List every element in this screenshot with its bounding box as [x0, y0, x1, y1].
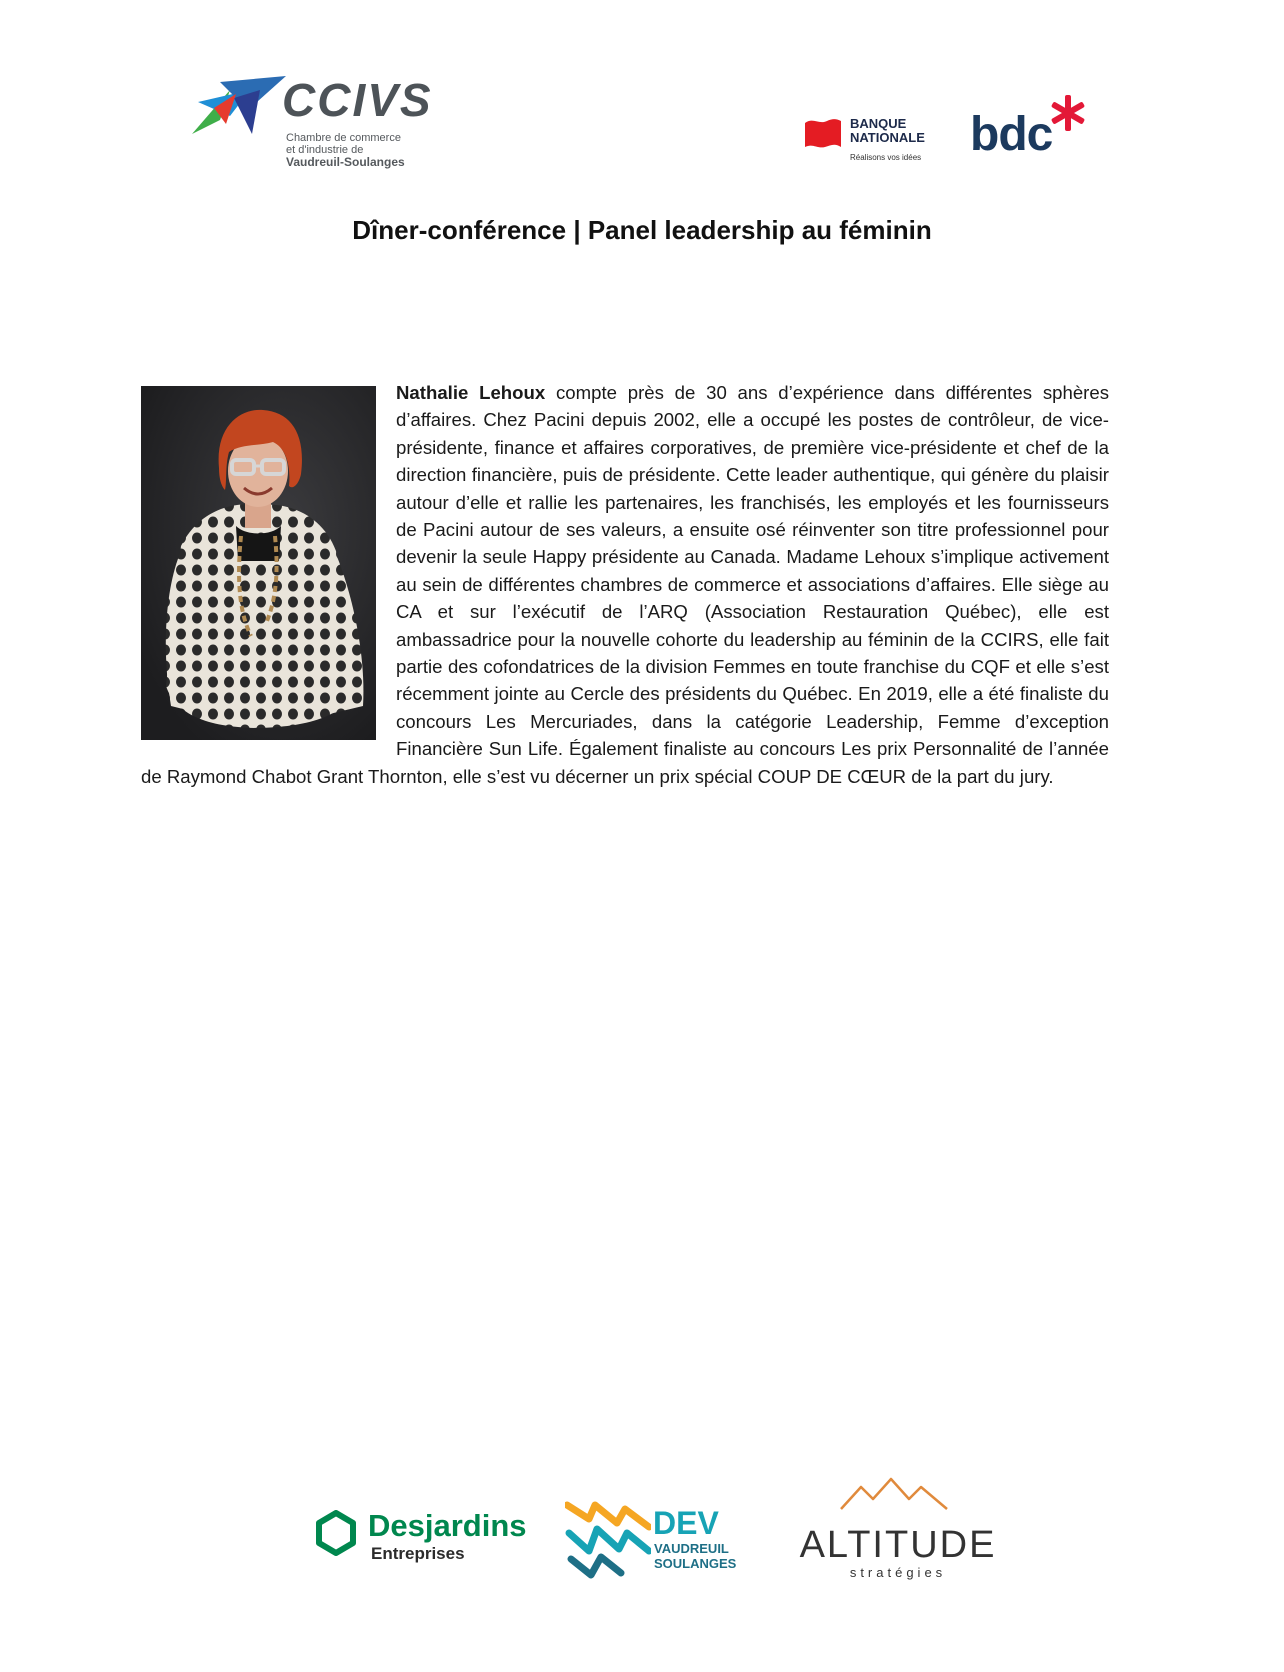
ccivs-line2: et d'industrie de — [286, 144, 364, 156]
bio-body: compte près de 30 ans d’expérience dans différentes sphères d’affaires. Chez Pacini depuis 2002, elle a occupé les postes de contrôleur, de vice-présidente, finance et affaires corporatives, de première vice-présidente et chef de la direction financière, puis de présidente. Cette leader authentique, qui génère du plaisir autour d’elle et rallie les partenaires, les franchisés, les employés et les fournisseurs de Pacini autour de ses valeurs, a ensuite osé réinventer son titre professionnel pour devenir la seule Happy présidente au Canada. Madame Lehoux s’implique activement au sein de différentes chambres de commerce et associations d’affaires. Elle siège au CA et sur l’exécutif de l’ARQ (Association Restauration Québec), elle est ambassadrice pour la nouvelle cohorte du leadership au féminin de la CCIRS, elle fait partie des cofondatrices de la division Femmes en toute franchise du CQF et elle s’est récemment jointe au Cercle des présidents du Québec. En 2019, elle a été finaliste du concours Les Mercuriades, dans la catégorie Leadership, Femme d’exception Financière Sun Life. Également finaliste au concours Les prix Personnalité de l’année de Raymond Chabot Grant Thornton, elle s’est vu décerner un prix spécial COUP DE CŒUR de la part du jury. — [141, 382, 1109, 787]
dev-sub — [654, 1541, 736, 1571]
dev-line1: VAUDREUIL — [654, 1541, 729, 1556]
ccivs-logo — [190, 74, 450, 174]
altitude-sub: stratégies — [849, 1565, 947, 1580]
ccivs-line1: Chambre de commerce — [286, 132, 401, 144]
banque-nationale-name — [850, 117, 925, 145]
altitude-name: ALTITUDE — [799, 1524, 997, 1566]
banque-nationale-tagline: Réalisons vos idées — [850, 153, 922, 162]
ccivs-arrow-mark-icon — [190, 76, 286, 138]
bio-section — [141, 379, 1109, 790]
bdc-wordmark: bdc — [970, 108, 1053, 161]
altitude-mountains-icon — [839, 1475, 949, 1513]
ccivs-wordmark: CCIVS — [282, 74, 433, 126]
dev-vaudreuil-soulanges-logo — [565, 1499, 755, 1579]
dev-name: DEV — [653, 1505, 719, 1541]
ccivs-subtitle — [286, 132, 405, 168]
desjardins-logo — [314, 1508, 539, 1568]
bn-line1: BANQUE — [850, 116, 907, 131]
dev-zigzag-mark-icon — [565, 1499, 651, 1579]
page-title: Dîner-conférence | Panel leadership au féminin — [352, 215, 932, 245]
altitude-logo — [793, 1475, 1003, 1585]
portrait-photo — [141, 386, 376, 740]
bdc-asterisk-icon — [1050, 95, 1086, 131]
desjardins-sub: Entreprises — [371, 1544, 465, 1563]
banque-nationale-logo — [805, 113, 945, 173]
ccivs-line3: Vaudreuil-Soulanges — [286, 155, 405, 169]
dev-line2: SOULANGES — [654, 1556, 737, 1571]
bio-name: Nathalie Lehoux — [396, 382, 546, 403]
desjardins-hexagon-icon — [316, 1510, 356, 1556]
bn-line2: NATIONALE — [850, 130, 925, 145]
desjardins-name: Desjardins — [368, 1508, 527, 1543]
banque-nationale-flag-icon — [805, 117, 841, 149]
bdc-logo — [970, 95, 1090, 165]
